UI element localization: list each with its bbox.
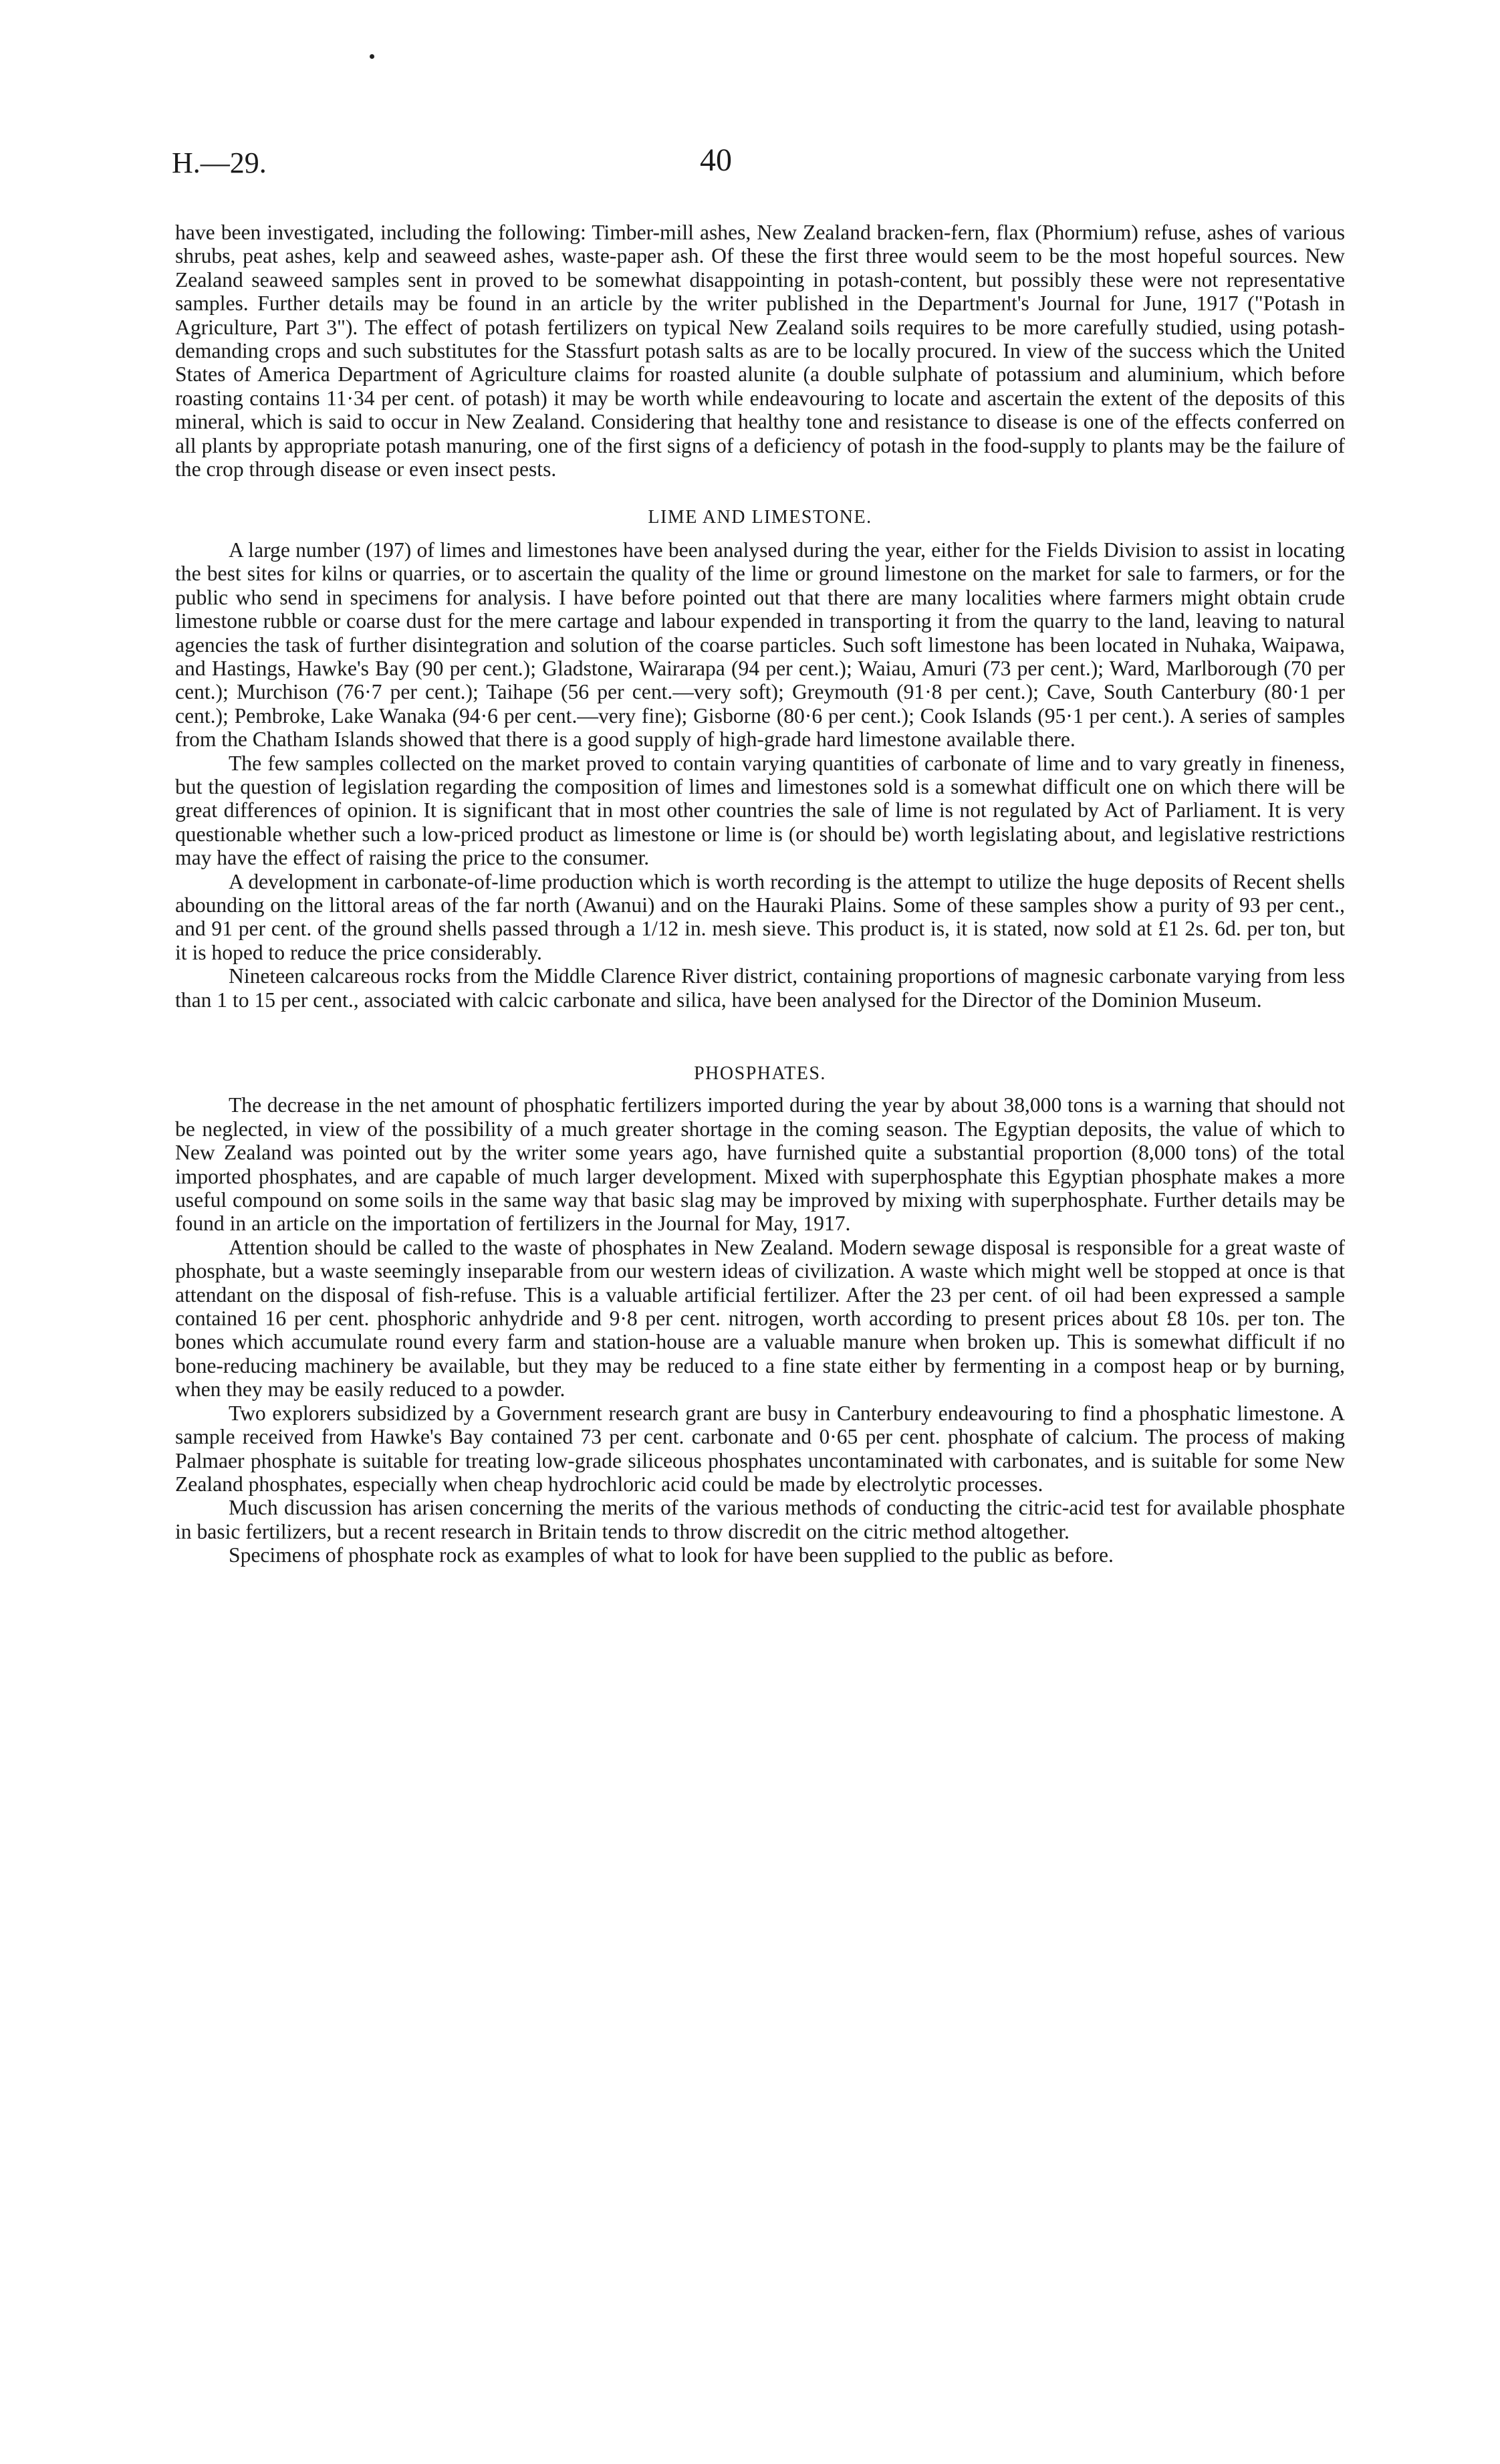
ink-speck <box>370 54 374 59</box>
phosphates-paragraph-1: The decrease in the net amount of phosphatic fertilizers imported during the year by about 38,000 tons is a warning that should not be neglected, in view of the possibility of a much greater shortage in the coming season. The Egyptian deposits, the value of which to New Zealand was pointed out by the writer some years ago, have furnished quite a substantial proportion (8,000 tons) of the total imported phosphates, and are capable of much larger development. Mixed with superphosphate this Egyptian phosphate makes a more useful compound on some soils in the same way that basic slag may be improved by mixing with superphosphate. Further details may be found in an article on the importation of fertilizers in the Journal for May, 1917. <box>175 1093 1345 1236</box>
phosphates-paragraph-5: Specimens of phosphate rock as examples of what to look for have been supplied to the public as before. <box>229 1543 1114 1567</box>
lime-paragraph-1: A large number (197) of limes and limestones have been analysed during the year, either for the Fields Division to assist in locating the best sites for kilns or quarries, or to ascertain the quality of the lime or ground limestone on the market for sale to farmers, or for the public who send in specimens for analysis. I have before pointed out that there are many localities where farmers might obtain crude limestone rubble or coarse dust for the mere cartage and labour expended in transporting it from the quarry to the land, leaving to natural agencies the task of further disintegration and solution of the coarse particles. Such soft limestone has been located in Nuhaka, Waipawa, and Hastings, Hawke's Bay (90 per cent.); Gladstone, Wairarapa (94 per cent.); Waiau, Amuri (73 per cent.); Ward, Marlborough (70 per cent.); Murchison (76·7 per cent.); Taihape (56 per cent.—very soft); Greymouth (91·8 per cent.); Cave, South Canterbury (80·1 per cent.); Pembroke, Lake Wanaka (94·6 per cent.—very fine); Gisborne (80·6 per cent.); Cook Islands (95·1 per cent.). A series of samples from the Chatham Islands showed that there is a good supply of high-grade hard limestone available there. <box>175 538 1345 752</box>
potash-continuation-paragraph: have been investigated, including the following: Timber-mill ashes, New Zealand bracken-fern, flax (Phormium) refuse, ashes of various shrubs, peat ashes, kelp and seaweed ashes, waste-paper ash. Of these the first three would seem to be the most hopeful sources. New Zealand seaweed samples sent in proved to be somewhat disappointing in potash-content, but possibly these were not representative samples. Further details may be found in an article by the writer published in the Department's Journal for June, 1917 ("Potash in Agriculture, Part 3"). The effect of potash fertilizers on typical New Zealand soils requires to be more carefully studied, using potash-demanding crops and such substitutes for the Stassfurt potash salts as are to be locally procured. In view of the success which the United States of America Department of Agriculture claims for roasted alunite (a double sulphate of potassium and aluminium, which before roasting contains 11·34 per cent. of potash) it may be worth while endeavouring to locate and ascertain the extent of the deposits of this mineral, which is said to occur in New Zealand. Considering that healthy tone and resistance to disease is one of the effects conferred on all plants by appropriate potash manuring, one of the first signs of a deficiency of potash in the food-supply to plants may be the failure of the crop through disease or even insect pests. <box>175 221 1345 481</box>
phosphates-paragraph-4: Much discussion has arisen concerning the merits of the various methods of conducting the citric-acid test for available phosphate in basic fertilizers, but a recent research in Britain tends to throw discredit on the citric method altogether. <box>175 1496 1345 1543</box>
phosphates-paragraph-2: Attention should be called to the waste of phosphates in New Zealand. Modern sewage disposal is responsible for a great waste of phosphate, but a waste seemingly inseparable from our western ideas of civilization. A waste which might well be stopped at once is that attendant on the disposal of fish-refuse. This is a valuable artificial fertilizer. After the 23 per cent. of oil had been expressed a sample contained 16 per cent. phosphoric anhydride and 9·8 per cent. nitrogen, worth according to present prices about £8 10s. per ton. The bones which accumulate round every farm and station-house are a valuable manure when broken up. This is somewhat difficult if no bone-reducing machinery be available, but they may be reduced to a fine state either by fermenting in a compost heap or by burning, when they may be easily reduced to a powder. <box>175 1235 1345 1402</box>
lime-paragraph-3: A development in carbonate-of-lime production which is worth recording is the attempt to utilize the huge deposits of Recent shells abounding on the littoral areas of the far north (Awanui) and on the Hauraki Plains. Some of these samples show a purity of 93 per cent., and 91 per cent. of the ground shells passed through a 1/12 in. mesh sieve. This product is, it is stated, now sold at £1 2s. 6d. per ton, but it is hoped to reduce the price considerably. <box>175 869 1345 964</box>
document-body <box>175 221 1345 1567</box>
phosphates-section-heading: PHOSPHATES. <box>694 1063 826 1084</box>
page-header <box>172 142 1342 199</box>
phosphates-paragraph-3: Two explorers subsidized by a Government research grant are busy in Canterbury endeavouring to find a phosphatic limestone. A sample received from Hawke's Bay contained 73 per cent. carbonate and 0·65 per cent. phosphate of calcium. The process of making Palmaer phosphate is suitable for treating low-grade siliceous phosphates uncontaminated with carbonates, and is suitable for some New Zealand phosphates, especially when cheap hydrochloric acid could be made by electrolytic processes. <box>175 1401 1345 1496</box>
report-reference: H.—29. <box>172 146 267 179</box>
lime-paragraph-2: The few samples collected on the market proved to contain varying quantities of carbonate of lime and to vary greatly in fineness, but the question of legislation regarding the composition of limes and limestones sold is a somewhat difficult one on which there will be great differences of opinion. It is significant that in most other countries the sale of lime is not regulated by Act of Parliament. It is very questionable whether such a low-priced product as limestone or lime is (or should be) worth legislating about, and legislative restrictions may have the effect of raising the price to the consumer. <box>175 751 1345 870</box>
lime-paragraph-4: Nineteen calcareous rocks from the Middle Clarence River district, containing proportions of magnesic carbonate varying from less than 1 to 15 per cent., associated with calcic carbonate and silica, have been analysed for the Director of the Dominion Museum. <box>175 964 1345 1012</box>
lime-section-heading: LIME AND LIMESTONE. <box>648 507 872 528</box>
page-number: 40 <box>700 142 732 178</box>
